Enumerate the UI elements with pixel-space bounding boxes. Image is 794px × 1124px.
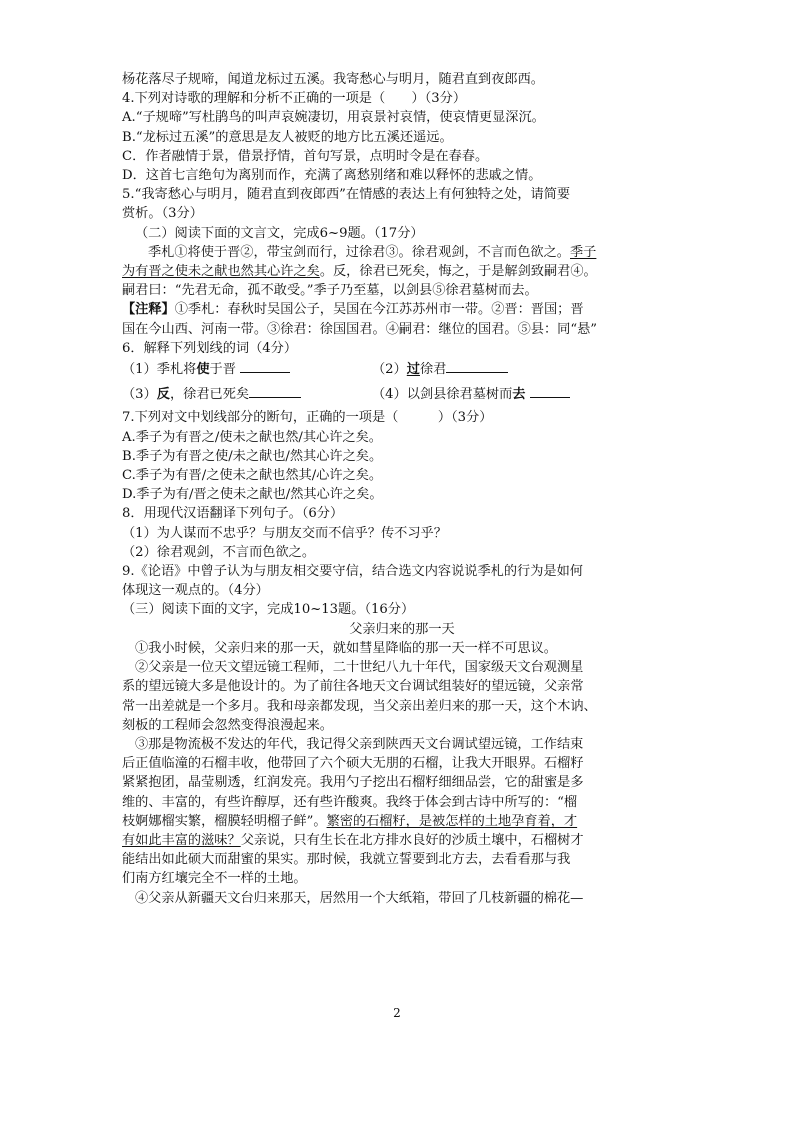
q7-option-b: B.季子为有晋之使/未之献也/然其心许之矣。 [122, 448, 383, 464]
notes-line1: 【注释】①季札：春秋时吴国公子，吴国在今江苏苏州市一带。②晋：晋国；晋 [122, 302, 584, 318]
underlined-segment: 有如此丰富的滋味？ [122, 832, 241, 848]
poem-line: 杨花落尽子规啼，闻道龙标过五溪。我寄愁心与明月，随君直到夜郎西。 [122, 72, 544, 87]
section2-title: （二）阅读下面的文言文，完成6~9题。（17分） [135, 225, 424, 241]
article-para1: ①我小时候，父亲归来的那一天，就如彗星降临的那一天一样不可思议。 [135, 640, 557, 656]
q6-row2 [122, 383, 682, 404]
q7-option-c: C.季子为有晋/之使未之献也然其/心许之矣。 [122, 468, 383, 484]
answer-blank[interactable] [530, 383, 570, 398]
article-para2-line1: ②父亲是一位天文望远镜工程师，二十世纪八九十年代，国家级天文台观测星 [135, 660, 584, 676]
classical-text-line1: 季札①将使于晋②，带宝剑而行，过徐君③。徐君观剑，不言而色欲之。季子 [148, 244, 597, 260]
q6-item1: （1）季札将使于晋 [122, 358, 372, 379]
q8-sentence1: （1）为人谋而不忠乎？与朋友交而不信乎？传不习乎？ [122, 525, 447, 541]
q5-stem-line1: 5.“我寄愁心与明月，随君直到夜郎西”在情感的表达上有何独特之处，请简要 [122, 187, 571, 203]
article-para3-line5: 枝婀娜榴实繁，榴膜轻明榴子鲜”。繁密的石榴籽，是被怎样的土地孕育着，才 [122, 813, 578, 829]
q4-option-d: D．这首七言绝句为离别而作，充满了离愁别绪和难以释怀的悲戚之情。 [122, 168, 542, 184]
article-para4-line1: ④父亲从新疆天文台归来那天，居然用一个大纸箱，带回了几枝新疆的棉花— [135, 890, 584, 906]
q9-stem-line1: 9.《论语》中曾子认为与朋友相交要守信，结合选文内容说说季札的行为是如何 [122, 564, 583, 580]
q8-stem: 8．用现代汉语翻译下列句子。（6分） [122, 506, 344, 522]
underlined-segment: 季子 [570, 244, 597, 260]
q6-stem: 6．解释下列划线的词（4分） [122, 340, 298, 356]
q9-stem-line2: 体现这一观点的。（4分） [122, 583, 269, 599]
notes-line2: 国在今山西、河南一带。③徐君：徐国国君。④嗣君：继位的国君。⑤县：同“悬” [122, 321, 598, 337]
article-para3-line3: 紧紧抱团，晶莹剔透，红润发亮。我用勺子挖出石榴籽细细品尝，它的甜蜜是多 [122, 775, 584, 791]
answer-blank[interactable] [446, 358, 508, 373]
notes-label: 【注释】 [122, 302, 175, 318]
q6-item3: （3）反，徐君已死矣 [122, 383, 372, 404]
article-title: 父亲归来的那一天 [349, 621, 455, 637]
article-para3-line6: 有如此丰富的滋味？父亲说，只有生长在北方排水良好的沙质土壤中，石榴树才 [122, 832, 584, 848]
q4-stem: 4.下列对诗歌的理解和分析不正确的一项是（ ）（3分） [122, 91, 467, 107]
article-para2-line3: 常一出差就是一个多月。我和母亲都发现，当父亲出差归来的那一天，这个木讷、 [122, 698, 597, 714]
q5-stem-line2: 赏析。（3分） [122, 206, 203, 222]
article-para3-line8: 们南方红壤完全不一样的土地。 [122, 871, 307, 887]
article-para3-line7: 能结出如此硕大而甜蜜的果实。那时候，我就立誓要到北方去，去看看那与我 [122, 852, 571, 868]
underlined-segment: 繁密的石榴籽，是被怎样的土地孕育着，才 [326, 813, 578, 829]
page-number: 2 [393, 1006, 401, 1020]
q8-sentence2: （2）徐君观剑，不言而色欲之。 [122, 544, 316, 560]
q7-stem: 7.下列对文中划线部分的断句，正确的一项是（ ）（3分） [122, 410, 493, 426]
classical-text-line2: 为有晋之使未之献也然其心许之矣。反，徐君已死矣，悔之，于是解剑致嗣君④。 [122, 264, 597, 280]
article-para2-line4: 刻板的工程师会忽然变得浪漫起来。 [122, 717, 333, 733]
article-para2-line2: 系的望远镜大多是他设计的。为了前往各地天文台调试组装好的望远镜，父亲常 [122, 679, 584, 695]
article-para3-line1: ③那是物流极不发达的年代，我记得父亲到陕西天文台调试望远镜，工作结束 [135, 736, 584, 752]
answer-blank[interactable] [249, 383, 301, 398]
q6-item4: （4）以剑县徐君墓树而去 [372, 383, 622, 404]
q7-option-d: D.季子为有/晋之使未之献也/然其心许之矣。 [122, 487, 383, 503]
exam-page-body [122, 70, 682, 908]
q7-option-a: A.季子为有晋之/使未之献也然/其心许之矣。 [122, 429, 382, 445]
q4-option-a: A.“子规啼”写杜鹃鸟的叫声哀婉凄切，用哀景衬哀情，使哀情更显深沉。 [122, 110, 545, 126]
answer-blank[interactable] [240, 358, 290, 373]
q4-option-c: C．作者融情于景，借景抒情，首句写景，点明时令是在春春。 [122, 148, 489, 164]
q4-option-b: B.“龙标过五溪”的意思是友人被贬的地方比五溪还遥远。 [122, 129, 453, 145]
classical-text-line3: 嗣君曰：“先君无命，孤不敢受。”季子乃至墓，以剑县⑤徐君墓树而去。 [122, 283, 538, 299]
article-para3-line4: 维的、丰富的，有些许醇厚，还有些许酸爽。我终于体会到古诗中所写的：“榴 [122, 794, 578, 810]
underlined-segment: 为有晋之使未之献也然其心许之矣 [122, 264, 320, 280]
article-para3-line2: 后正值临潼的石榴丰收，他带回了六个硕大无朋的石榴，让我大开眼界。石榴籽 [122, 756, 584, 772]
q6-item2: （2）过徐君 [372, 358, 622, 379]
q6-row1 [122, 358, 682, 379]
section3-title: （三）阅读下面的文字，完成10~13题。（16分） [122, 602, 415, 618]
